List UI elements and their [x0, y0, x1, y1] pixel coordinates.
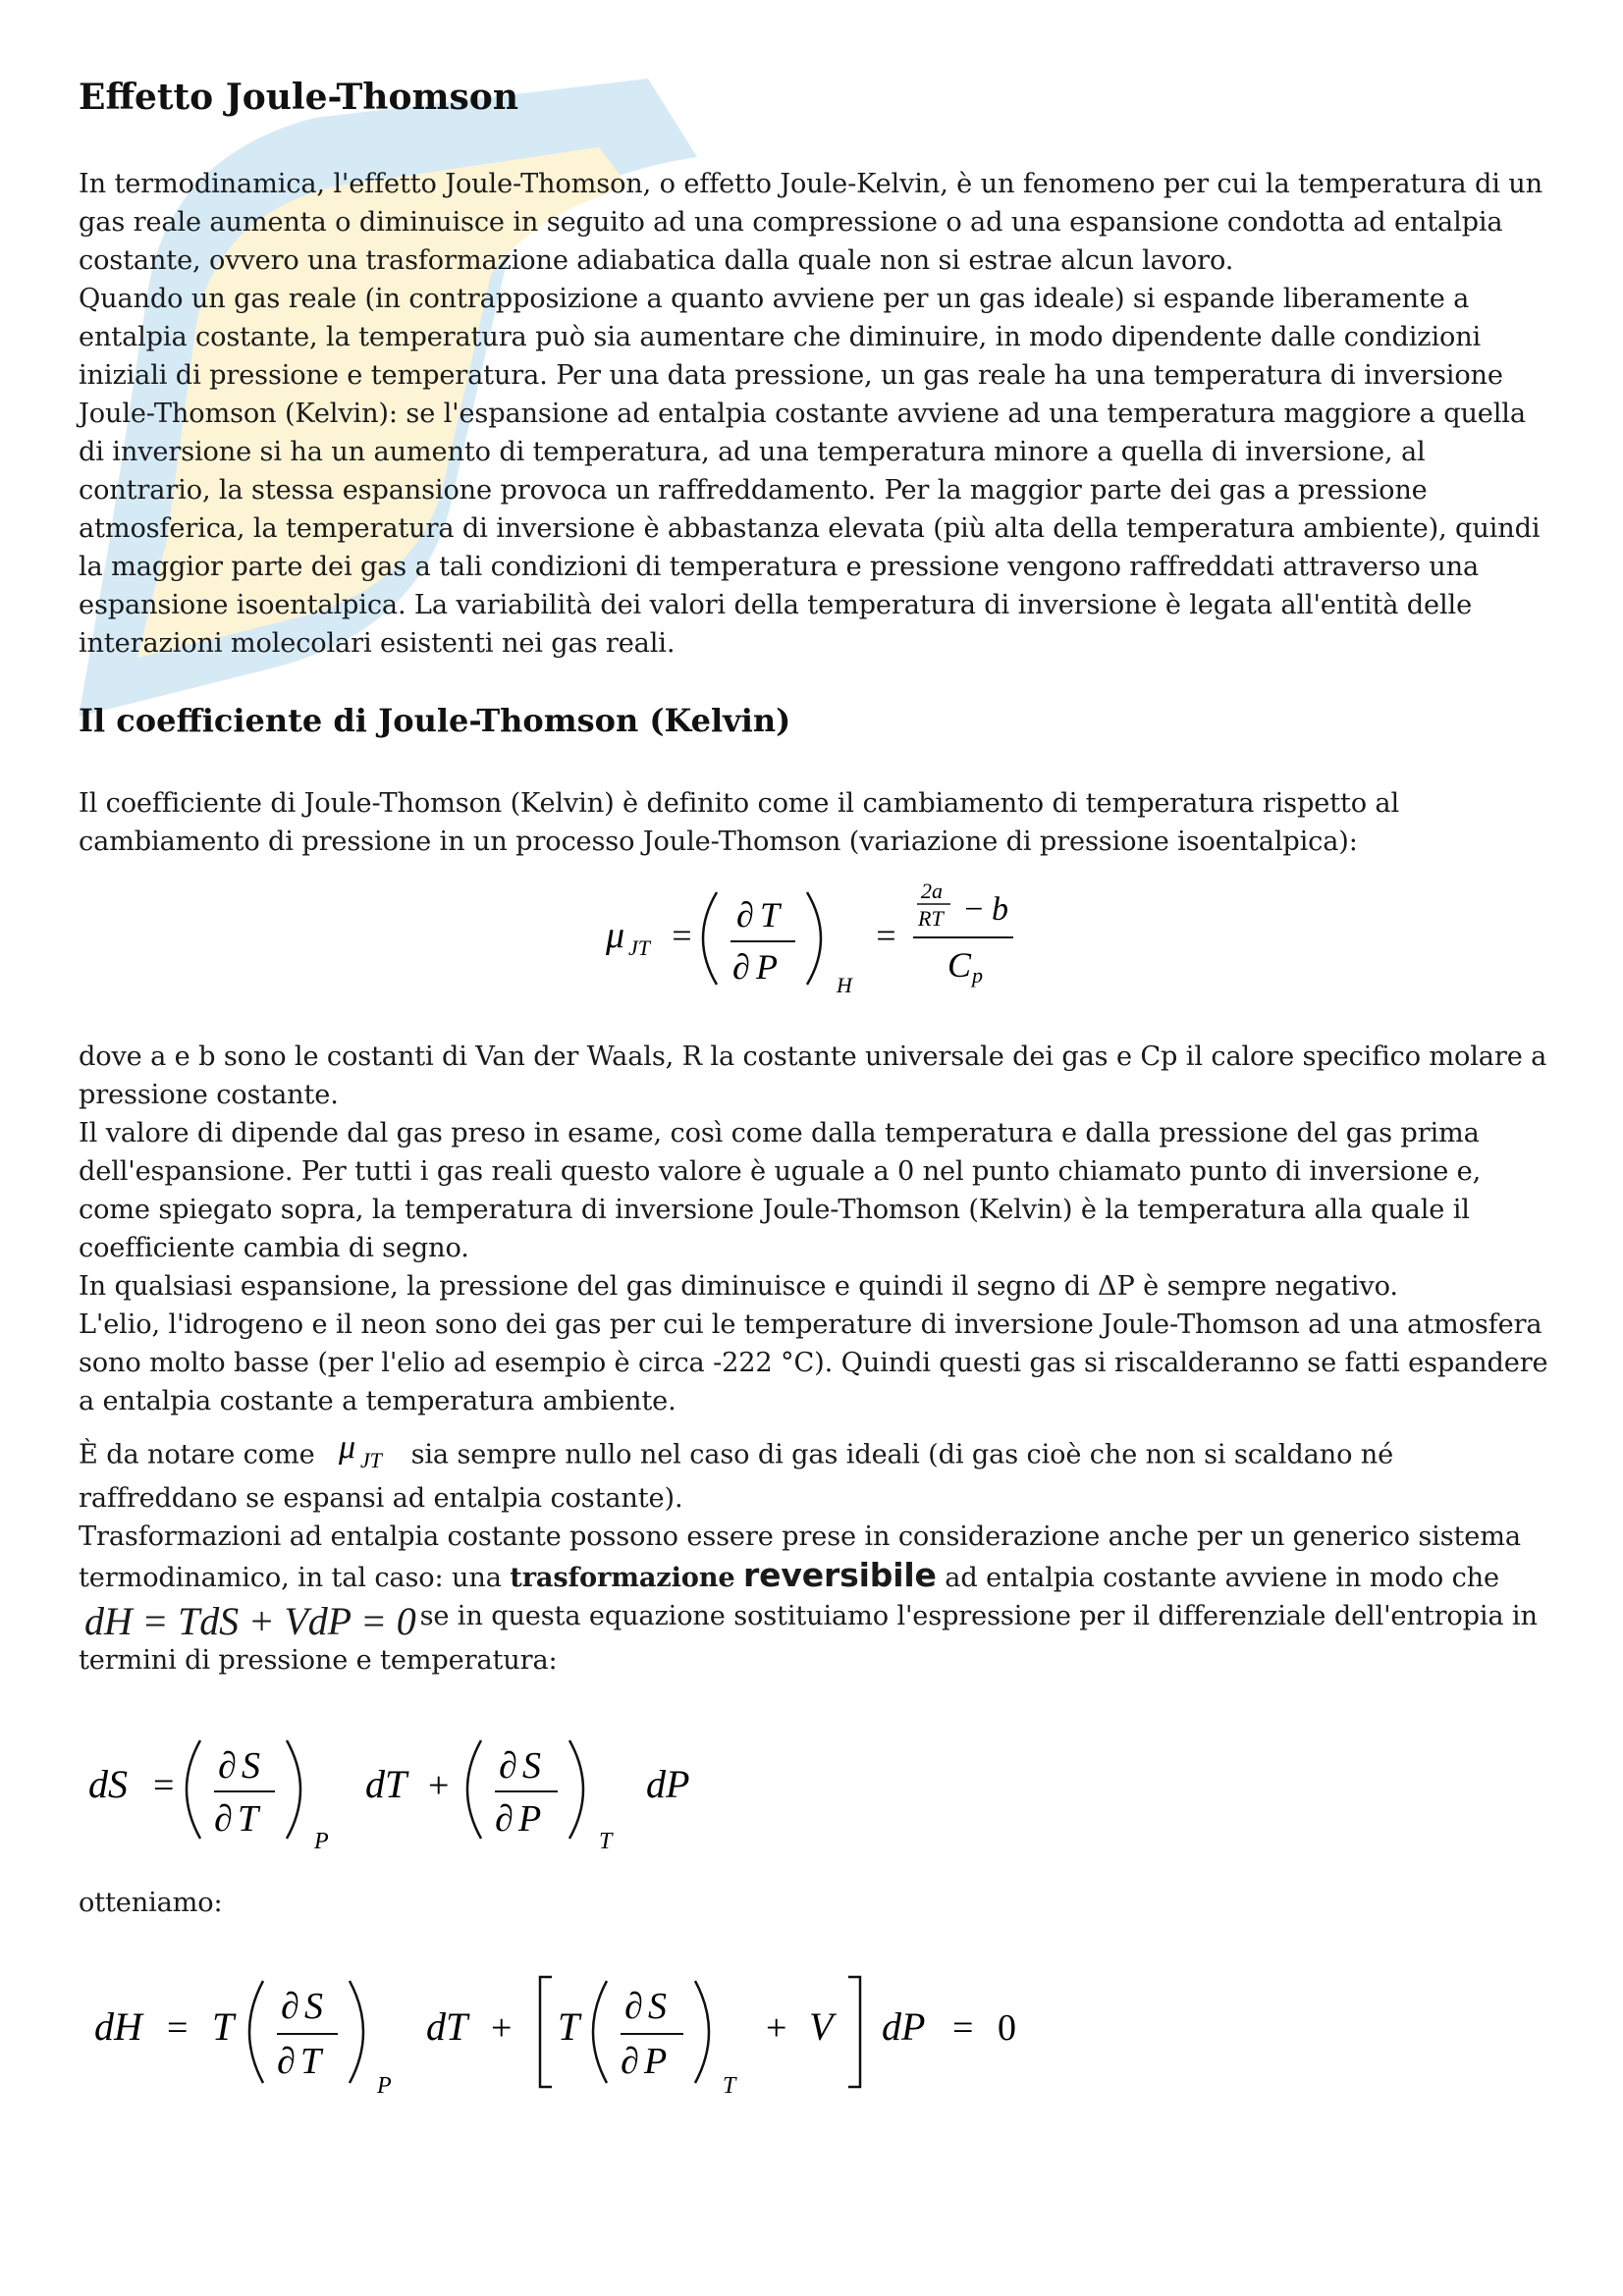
paragraph-gases: L'elio, l'idrogeno e il neon sono dei gas per cui le temperature di inversione Joule-Thomson ad una atmosfera sono molto basse (per l'elio ad esempio è circa -222 °C). Quindi questi gas si riscalderanno se fatti espandere a entalpia costante a temperatura ambiente. — [79, 1309, 1548, 1416]
eq1-equals: = — [670, 916, 694, 955]
eq3-sub-T: T — [723, 2073, 736, 2099]
eq1-b: b — [992, 891, 1008, 928]
eq2-paren2-r — [569, 1740, 583, 1839]
eq1-RT: RT — [918, 906, 944, 931]
inline-enthalpy-equation: dH = TdS + VdP = 0 — [84, 1599, 416, 1643]
eq1-2a: 2a — [921, 879, 943, 903]
paragraph-van-der-waals: dove a e b sono le costanti di Van der Waals, R la costante universale dei gas e Cp il calore specifico molare a pressione costante. — [79, 1041, 1547, 1110]
equation-mu-jt — [79, 873, 1551, 1008]
eq3-S1: S — [304, 1986, 323, 2027]
paragraph-reversible — [79, 1518, 1551, 1680]
eq2-S2: S — [522, 1745, 541, 1787]
eq2-paren2-l — [467, 1740, 481, 1839]
para9-bold-trasformazione: trasformazione — [510, 1562, 735, 1593]
eq1-H-sub: H — [837, 973, 852, 997]
equation-dh — [79, 1957, 1551, 2105]
para9-bold-reversibile: reversibile — [743, 1556, 937, 1594]
eq3-V: V — [809, 2004, 834, 2049]
para8-start: È da notare come — [79, 1439, 315, 1470]
eq2-dP: dP — [646, 1762, 690, 1806]
eq2-T1: T — [238, 1798, 259, 1840]
eq1-P-bottom: P — [756, 947, 778, 987]
eq3-paren2-r — [695, 1981, 709, 2083]
eq2-p4: ∂ — [495, 1798, 514, 1840]
eq3-bracket-l — [540, 1977, 552, 2087]
eq2-dS: dS — [88, 1762, 128, 1806]
eq3-equals: = — [167, 2007, 189, 2049]
eq2-equals: = — [153, 1765, 175, 1806]
eq1-equals2: = — [874, 916, 898, 955]
paragraph-definition: Il coefficiente di Joule-Thomson (Kelvin) è definito come il cambiamento di temperatura rispetto al cambiamento di pressione in un processo Joule-Thomson (variazione di pressione isoentalpica): — [79, 788, 1400, 857]
eq3-dP: dP — [882, 2004, 926, 2049]
para9-mid: ad entalpia costante avviene in modo che — [945, 1563, 1499, 1593]
eq3-paren1-r — [350, 1981, 363, 2083]
eq2-p1: ∂ — [218, 1745, 237, 1787]
eq1-right-paren — [807, 892, 821, 985]
document-content — [79, 77, 1551, 2105]
paragraph-ideal-gas — [79, 1432, 1551, 1518]
eq2-P2: P — [518, 1798, 542, 1840]
paragraph-otteniamo: otteniamo: — [79, 1888, 223, 1918]
eq3-dH: dH — [94, 2004, 142, 2049]
eq2-p3: ∂ — [499, 1745, 517, 1787]
eq2-paren1-l — [187, 1740, 200, 1839]
eq1-T-top: T — [760, 895, 781, 934]
eq2-paren1-r — [287, 1740, 300, 1839]
eq1-mu: μ — [606, 915, 625, 956]
equation-ds — [79, 1721, 1551, 1858]
para9-end: se in questa equazione sostituiamo l'espressione per il differenziale dell'entropia in termini di pressione e temperatura: — [79, 1601, 1538, 1676]
eq2-S1: S — [242, 1745, 260, 1787]
eq2-sub-P: P — [314, 1829, 329, 1854]
page-title: Effetto Joule-Thomson — [79, 77, 518, 118]
eq2-plus: + — [428, 1765, 450, 1806]
inline-jt: JT — [359, 1448, 382, 1472]
eq3-p4: ∂ — [621, 2041, 639, 2082]
paragraph-intro: In termodinamica, l'effetto Joule-Thomson, o effetto Joule-Kelvin, è un fenomeno per cui la temperatura di un gas reale aumenta o diminuisce in seguito ad una compressione o ad una espansione condotta ad entalpia costante, ovvero una trasformazione adiabatica dalla quale non si estrae alcun lavoro. — [79, 169, 1542, 276]
eq2-p2: ∂ — [214, 1798, 233, 1840]
paragraph-inversion: Quando un gas reale (in contrapposizione a quanto avviene per un gas ideale) si espande liberamente a entalpia costante, la temperatura può sia aumentare che diminuire, in modo dipendente dalle condizioni iniziali di pressione e temperatura. Per una data pressione, un gas reale ha una temperatura di inversione Joule-Thomson (Kelvin): se l'espansione ad entalpia costante avviene ad una temperatura maggiore a quella di inversione si ha un aumento di temperatura, ad una temperatura minore a quella di inversione, al contrario, la stessa espansione provoca un raffreddamento. Per la maggior parte dei gas a pressione atmosferica, la temperatura di inversione è abbastanza elevata (più alta della temperatura ambiente), quindi la maggior parte dei gas a tali condizioni di temperatura e pressione vengono raffreddati attraverso una espansione isoentalpica. La variabilità dei valori della temperatura di inversione è legata all'entità delle interazioni molecolari esistenti nei gas reali. — [79, 284, 1541, 659]
eq1-partial-top: ∂ — [736, 895, 754, 934]
eq3-S2: S — [648, 1986, 667, 2027]
eq3-equals2: = — [952, 2007, 974, 2049]
eq2-sub-T: T — [599, 1829, 613, 1854]
eq3-p2: ∂ — [277, 2041, 296, 2082]
eq1-C: C — [947, 945, 972, 985]
para9-start: Trasformazioni ad entalpia costante possono essere prese in considerazione anche per un generico sistema termodinamico, in tal caso: una — [79, 1522, 1521, 1593]
eq3-bracket-r — [848, 1977, 860, 2087]
inline-mu-jt — [325, 1432, 404, 1479]
eq3-p1: ∂ — [281, 1986, 299, 2027]
eq1-left-paren — [703, 892, 717, 985]
eq3-P2: P — [644, 2041, 668, 2082]
eq1-partial-bottom: ∂ — [732, 947, 750, 987]
eq3-p3: ∂ — [624, 1986, 643, 2027]
paragraph-delta-p: In qualsiasi espansione, la pressione del gas diminuisce e quindi il segno di ΔP è sempre negativo. — [79, 1271, 1398, 1302]
eq3-T2: T — [558, 2004, 580, 2049]
eq3-paren1-l — [249, 1981, 263, 2083]
eq1-jt-sub: JT — [628, 935, 650, 960]
eq1-p-sub: p — [972, 963, 983, 988]
para8-end: sia sempre nullo nel caso di gas ideali (di gas cioè che non si scaldano né raffreddano se espansi ad entalpia costante). — [79, 1439, 1394, 1514]
eq3-dT: dT — [426, 2004, 468, 2049]
eq3-zero: 0 — [998, 2007, 1016, 2049]
eq1-minus: − — [962, 891, 985, 928]
eq3-T1: T — [300, 2041, 322, 2082]
eq2-dT: dT — [365, 1762, 407, 1806]
eq3-sub-P: P — [377, 2073, 392, 2099]
section-heading-coefficient: Il coefficiente di Joule-Thomson (Kelvin) — [79, 702, 791, 739]
eq3-paren2-l — [593, 1981, 607, 2083]
eq3-plus: + — [491, 2007, 513, 2049]
eq3-T: T — [212, 2004, 235, 2049]
eq3-plus2: + — [766, 2007, 787, 2049]
inline-mu: μ — [338, 1432, 355, 1466]
paragraph-value: Il valore di dipende dal gas preso in esame, così come dalla temperatura e dalla pressione del gas prima dell'espansione. Per tutti i gas reali questo valore è uguale a 0 nel punto chiamato punto di inversione e, come spiegato sopra, la temperatura di inversione Joule-Thomson (Kelvin) è la temperatura alla quale il coefficiente cambia di segno. — [79, 1118, 1482, 1263]
